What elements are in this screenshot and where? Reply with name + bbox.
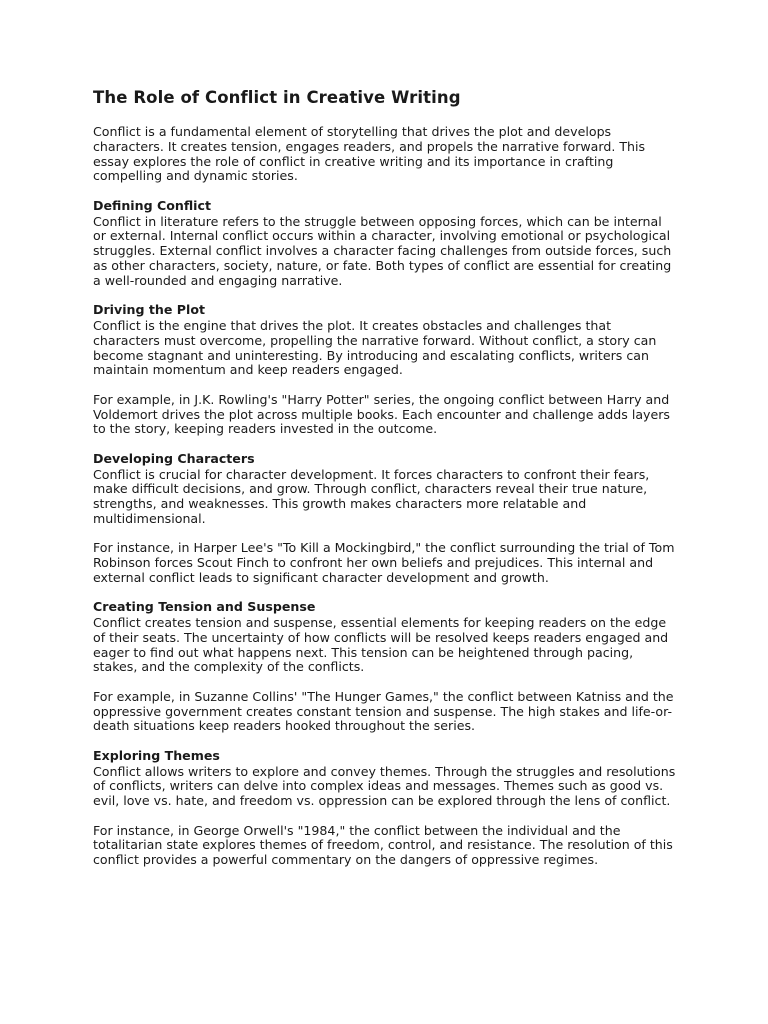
section-heading: Driving the Plot xyxy=(93,302,206,318)
section-heading: Defining Conflict xyxy=(93,197,211,213)
example-paragraph: For example, in Suzanne Collins' "The Hunger Games," the conflict between Katniss and the oppressive government creates constant tension and suspense. The high stakes and life-or-death situations keep readers hooked throughout the series. xyxy=(93,688,674,734)
section-developing-characters xyxy=(93,452,678,586)
document-title: The Role of Conflict in Creative Writing xyxy=(93,88,461,107)
intro-paragraph: Conflict is a fundamental element of storytelling that drives the plot and develops characters. It creates tension, engages readers, and propels the narrative forward. This essay explores the role of conflict in creative writing and its importance in crafting compelling and dynamic stories. xyxy=(93,124,646,184)
section-creating-tension xyxy=(93,600,678,734)
body-paragraph: Conflict allows writers to explore and convey themes. Through the struggles and resolutions of conflicts, writers can delve into complex ideas and messages. Themes such as good vs. evil, love vs. hate, and freedom vs. oppression can be explored through the lens of conflict. xyxy=(93,763,676,809)
example-paragraph: For instance, in George Orwell's "1984," the conflict between the individual and the totalitarian state explores themes of freedom, control, and resistance. The resolution of this conflict provides a powerful commentary on the dangers of oppressive regimes. xyxy=(93,822,673,868)
section-heading: Creating Tension and Suspense xyxy=(93,599,316,615)
example-paragraph: For example, in J.K. Rowling's "Harry Potter" series, the ongoing conflict between Harry and Voldemort drives the plot across multiple books. Each encounter and challenge adds layers to the story, keeping readers invested in the outcome. xyxy=(93,391,670,437)
section-heading: Exploring Themes xyxy=(93,747,220,763)
body-paragraph: Conflict creates tension and suspense, essential elements for keeping readers on the edge of their seats. The uncertainty of how conflicts will be resolved keeps readers engaged and eager to find out what happens next. This tension can be heightened through pacing, stakes, and the complexity of the conflicts. xyxy=(93,615,669,675)
example-paragraph: For instance, in Harper Lee's "To Kill a Mockingbird," the conflict surrounding the trial of Tom Robinson forces Scout Finch to confront her own beliefs and prejudices. This internal and external conflict leads to significant character development and growth. xyxy=(93,540,675,585)
section-driving-the-plot xyxy=(93,303,678,437)
section-defining-conflict xyxy=(93,199,678,289)
body-paragraph: Conflict in literature refers to the struggle between opposing forces, which can be internal or external. Internal conflict occurs within a character, involving emotional or psychological struggles. External conflict involves a character facing challenges from outside forces, such as other characters, society, nature, or fate. Both types of conflict are essential for creating a well-rounded and engaging narrative. xyxy=(93,213,672,288)
body-paragraph: Conflict is crucial for character development. It forces characters to confront their fears, make difficult decisions, and grow. Through conflict, characters reveal their true nature, strengths, and weaknesses. This growth makes characters more relatable and multidimensional. xyxy=(93,466,650,526)
body-paragraph: Conflict is the engine that drives the plot. It creates obstacles and challenges that characters must overcome, propelling the narrative forward. Without conflict, a story can become stagnant and uninteresting. By introducing and escalating conflicts, writers can maintain momentum and keep readers engaged. xyxy=(93,317,657,378)
section-heading: Developing Characters xyxy=(93,450,255,466)
section-exploring-themes xyxy=(93,749,678,868)
